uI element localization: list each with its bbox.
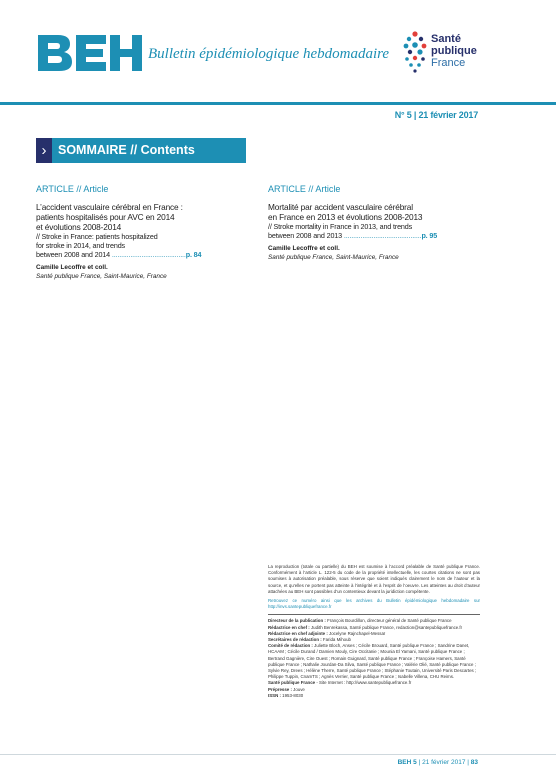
reproduction-notice: La reproduction (totale ou partielle) du BEH est soumise à l’accord préalable de Santé publique France. Conformément à l’article L. 122-5 du code de la propriété intellectuelle, les courtes citations ne sont pas soumises à autorisation préalable, sous réserve que soient indiqués clairement le nom de l’auteur et la source, et qu’elles ne portent pas atteinte à l’intégrité et à l’esprit de l’oeuvre. Les atteintes au droit d’auteur attachées au BEH sont passibles d’un contentieux devant la juridiction compétente. <box>268 564 480 594</box>
article-title-line: et évolutions 2008-2014 <box>36 222 122 232</box>
article-title <box>268 202 490 222</box>
footer-separator: | <box>418 759 423 766</box>
article-subtitle-line: for stroke in 2014, and trends <box>36 241 125 250</box>
article-subtitle-last-line <box>268 231 490 240</box>
article-author: Camille Lecoffre et coll. <box>36 264 108 271</box>
board-line: Rédactrice en chef adjointe : Jocelyne Rajnchapel-Messaï <box>268 630 386 636</box>
board-line: Santé publique France - Site Internet : http://www.santepubliquefrance.fr <box>268 680 412 686</box>
article-subtitle-text: between 2008 and 2014 <box>36 250 110 259</box>
footer-journal: BEH 5 <box>397 759 417 766</box>
article-affiliation: Santé publique France, Saint-Maurice, France <box>268 254 399 261</box>
article-affiliation: Santé publique France, Saint-Maurice, France <box>36 273 167 280</box>
article-page-link[interactable]: p. 84 <box>185 250 202 259</box>
leader-dots: .......................................... <box>343 231 422 240</box>
chevron-right-icon: › <box>36 138 52 163</box>
archive-link[interactable]: Retrouvez ce numéro ainsi que les archives du Bulletin épidémiologique hebdomadaire sur http://invs.santepubliquefrance.fr <box>268 598 480 610</box>
article-subtitle-last-line <box>36 250 258 259</box>
article-entry-2[interactable] <box>268 184 490 261</box>
board-line: Directeur de la publication : François Bourdillon, directeur général de Santé publique France <box>268 618 452 624</box>
article-kicker: ARTICLE // Article <box>36 184 109 194</box>
partner-line-3: France <box>431 57 466 69</box>
article-author: Camille Lecoffre et coll. <box>268 245 340 252</box>
footer-page-number: 83 <box>470 759 478 766</box>
sommaire-title: SOMMAIRE // Contents <box>58 143 195 157</box>
article-entry-1[interactable] <box>36 184 258 280</box>
issue-number-date: N° 5 | 21 février 2017 <box>394 110 478 120</box>
article-kicker: ARTICLE // Article <box>268 184 341 194</box>
legal-notice <box>268 564 480 699</box>
beh-logo <box>36 33 144 73</box>
journal-title: Bulletin épidémiologique hebdomadaire <box>148 46 390 62</box>
partner-line-2: publique <box>431 45 477 57</box>
article-title-line: en France en 2013 et évolutions 2008-2013 <box>268 212 423 222</box>
leader-dots: ........................................ <box>111 250 186 259</box>
article-subtitle-line: // Stroke mortality in France in 2013, and trends <box>268 222 413 231</box>
article-title-line: L’accident vasculaire cérébral en France : <box>36 202 183 212</box>
legal-divider <box>268 614 480 615</box>
article-subtitle <box>36 232 258 259</box>
page-footer <box>398 759 478 766</box>
sante-publique-france-logo-text <box>431 33 477 69</box>
article-title-line: patients hospitalisés pour AVC en 2014 <box>36 212 175 222</box>
article-subtitle-text: between 2008 and 2013 <box>268 231 342 240</box>
board-line: Rédactrice en chef : Judith Benrekassa, Santé publique France, redaction@santepubliquefrance.fr <box>268 624 463 630</box>
board-line: Comité de rédaction : Juliette Bloch, Anses ; Cécile Brouard, Santé publique France ; Sandrine Danet, HCAAM ; Cécile Durand / Damien Mouly, Cire Occitanie ; Mounia El Yamani, Santé publique France ; Bertrand Gagnière, Cire Ouest ; Romain Guignard, Santé publique France ; Françoise Hamers, Santé publique France ; Nathalie Jourdan-Da Silva, Santé publique France ; Valérie Olié, Santé publique France ; Sylvie Rey, Drees ; Hélène Therre, Santé publique France ; Stéphanie Toutain, Université Paris Descartes ; Philippe Tuppin, CnamTS ; Agnès Verrier, Santé publique France ; Isabelle Villena, CHU Reims. <box>268 643 477 680</box>
article-title-line: Mortalité par accident vasculaire cérébral <box>268 202 413 212</box>
partner-line-1: Santé <box>431 33 461 45</box>
article-page-link[interactable]: p. 95 <box>421 231 438 240</box>
article-subtitle <box>268 222 490 240</box>
article-title <box>36 202 258 232</box>
sommaire-banner <box>36 138 246 163</box>
footer-rule <box>0 754 556 755</box>
sante-publique-france-logo-icon <box>402 30 428 76</box>
footer-date: 21 février 2017 <box>422 759 466 766</box>
board-line: ISSN : 1953-8030 <box>268 692 304 698</box>
header-rule <box>0 102 556 105</box>
board-line: Prépresse : Jouve <box>268 686 305 692</box>
article-subtitle-line: // Stroke in France: patients hospitalized <box>36 232 158 241</box>
board-line: Secrétaires de rédaction : Farida Mihoub <box>268 637 351 643</box>
footer-separator: | <box>467 759 471 766</box>
editorial-board <box>268 618 480 699</box>
